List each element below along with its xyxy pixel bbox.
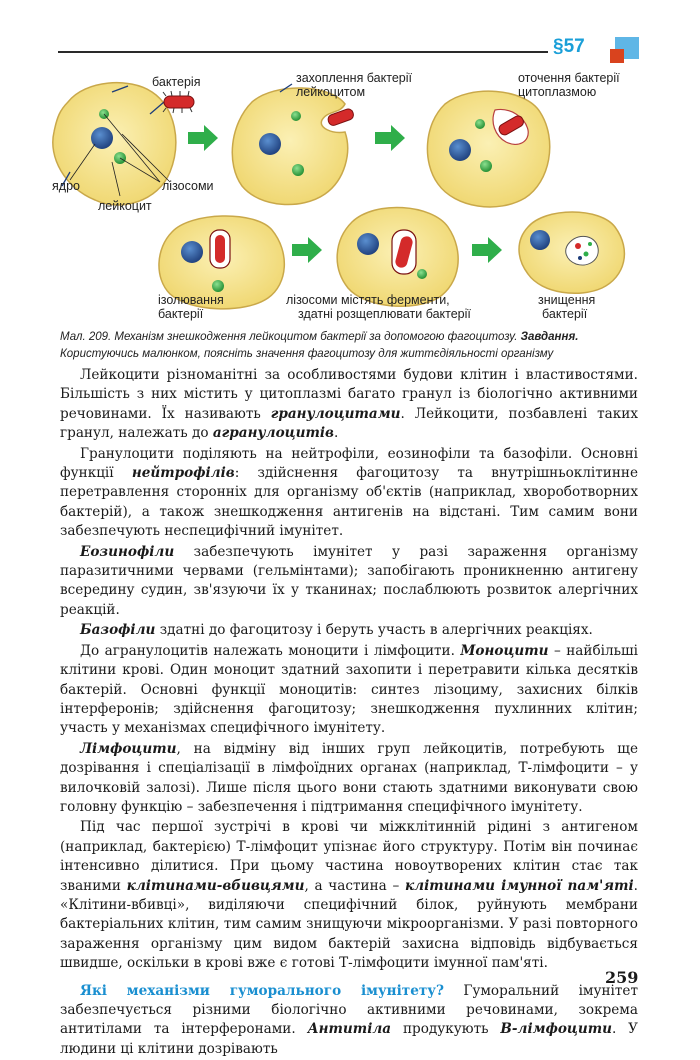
term-agranulocytes: агранулоцитів <box>212 425 334 442</box>
caption-task-label: Завдання. <box>520 331 579 343</box>
lysosome-shape <box>417 269 427 279</box>
lysosome-shape <box>475 119 485 129</box>
label-nucleus: ядро <box>52 179 80 193</box>
label-enzymes-2: здатні розщеплювати бактерії <box>298 307 471 321</box>
arrow-icon <box>375 125 405 151</box>
label-surround-2: цитоплазмою <box>518 85 597 99</box>
caption-text: Механізм знешкодження лейкоцитом бактерії за допомогою фагоцитозу. <box>111 331 521 343</box>
phagocytosis-figure <box>40 62 660 327</box>
arrow-icon <box>292 237 322 263</box>
text-run: До агранулоцитів належать моноцити і лімфоцити. <box>80 642 461 659</box>
term-neutrophils: нейтрофілів <box>131 465 235 482</box>
text-run: : здійснення фагоцитозу та внутрішньоклітинне перетравлення сторонніх для організму об'єктів (наприклад, хвороботворних бактерій), а також знешкодження антигенів на відстані. Тим самим вони забезпечують неспецифічний імунітет. <box>60 465 639 540</box>
paragraph <box>60 818 638 973</box>
figure-caption <box>60 329 645 363</box>
nucleus-shape <box>530 230 550 250</box>
header-rule <box>58 51 548 53</box>
text-run: Гранулоцити поділяють на нейтрофіли, еозинофіли та базофіли. Основні функції <box>60 445 638 482</box>
text-run: . У людини ці клітини дозрівають <box>60 1021 638 1057</box>
label-destroy-1: знищення <box>538 293 596 307</box>
caption-task: Користуючись малюнком, поясніть значення фагоцитозу для життєдіяльності організму <box>60 348 554 360</box>
text-run: Лейкоцити різноманітні за особливостями будови клітин і властивостями. Більшість з них містить у цитоплазмі багато гранул із біологічно активними речовинами. Їх називають <box>60 367 638 422</box>
term-b-lymphocytes: В-лімфоцити <box>500 1021 612 1038</box>
nucleus-shape <box>181 241 203 263</box>
paragraph <box>60 642 638 739</box>
label-surround-1: оточення бактерії <box>518 71 620 85</box>
label-enzymes-1: лізосоми містять ферменти, <box>286 293 450 307</box>
section-number: §57 <box>553 36 585 57</box>
text-run: , а частина – <box>304 877 405 894</box>
label-bacteria: бактерія <box>152 75 201 89</box>
text-run: продукують <box>391 1021 501 1038</box>
text-run: Під час першої зустрічі в крові чи міжклітинній рідині з антигеном (наприклад, бактерією) Т-лімфоцит упізнає його структуру. Потім він починає інтенсивно ділитися. При цьому частина новоутворених клітин стає так званими <box>60 819 638 894</box>
paragraph <box>60 740 638 818</box>
term-basophils: Базофіли <box>80 622 156 639</box>
paragraph <box>60 543 638 621</box>
corner-decoration-red <box>610 49 624 63</box>
cell-6 <box>519 212 624 293</box>
lysosome-shape <box>291 111 301 121</box>
nucleus-shape <box>259 133 281 155</box>
lysosome-shape <box>480 160 492 172</box>
label-isolation-2: бактерії <box>158 307 204 321</box>
caption-prefix: Мал. 209. <box>60 331 112 343</box>
text-run: здатні до фагоцитозу і беруть участь в алергічних реакціях. <box>155 622 593 639</box>
lysosome-shape <box>212 280 224 292</box>
text-run: . Лейкоцити, позбавлені таких гранул, належать до <box>60 405 639 442</box>
text-run: Гуморальний імунітет забезпечується різними біологічно активними речовинами, зокрема антитілами та інтерферонами. <box>60 982 638 1038</box>
term-lymphocytes: Лімфоцити <box>80 740 177 757</box>
term-monocytes: Моноцити <box>460 642 549 659</box>
paragraph <box>60 366 638 444</box>
section-question: Які механізми гуморального імунітету? <box>80 982 444 999</box>
text-run: , на відміну від інших груп лейкоцитів, потребують ще дозрівання і спеціалізації в лімфоїдних органах (наприклад, Т-лімфоцити – у вилочковій залозі). Лише після цього вони стають здатними виконувати свою головну функцію – забезпечення і підтримання специфічного імунітету. <box>60 740 638 815</box>
nucleus-shape <box>357 233 379 255</box>
cell-2 <box>232 84 355 204</box>
nucleus-shape <box>449 139 471 161</box>
label-isolation-1: ізолювання <box>158 293 224 307</box>
page-number: 259 <box>605 968 639 987</box>
term-killer-cells: клітинами-вбивцями <box>126 877 305 894</box>
paragraph <box>60 982 638 1060</box>
body-text <box>60 366 638 1060</box>
arrow-icon <box>472 237 502 263</box>
label-lysosomes: лізосоми <box>162 179 214 193</box>
bacteria-shape <box>215 235 225 263</box>
label-leukocyte: лейкоцит <box>98 199 152 213</box>
text-run: – найбільші клітини крові. Один моноцит здатний захопити і перетравити кілька десятків бактерій. Основні функції моноцитів: синтез лізоциму, захисних білків інтерферонів; здійснення фагоцитозу; знешкодження пухлинних клітин; участь у механізмах специфічного імунітету. <box>60 642 639 737</box>
term-eosinophils: Еозинофіли <box>80 543 175 560</box>
text-run: забезпечують імунітет у разі зараження організму паразитичними червами (гельмінтами); запобігають проникненню антигену всередину судин, зв'язуючи їх у тканинах; послаблюють розвиток алергічних реакцій. <box>60 543 638 618</box>
term-granulocytes: гранулоцитами <box>270 405 401 422</box>
text-run: . «Клітини-вбивці», виділяючи специфічний білок, руйнують мембрани бактеріальних клітин, тим самим знищуючи мікроорганізми. У разі повторного зараження організму цим видом бактерій захисна відповідь відбувається швидше, оскільки в крові вже є готові Т-лімфоцити імунної пам'яті. <box>60 877 638 972</box>
lysosome-shape <box>292 164 304 176</box>
cell-5 <box>337 207 458 306</box>
label-destroy-2: бактерії <box>542 307 588 321</box>
text-run: . <box>333 425 339 442</box>
paragraph <box>60 621 638 640</box>
label-capture-2: лейкоцитом <box>296 85 366 99</box>
label-capture-1: захоплення бактерії <box>296 71 412 85</box>
arrow-icon <box>188 125 218 151</box>
term-antibodies: Антитіла <box>307 1021 392 1038</box>
paragraph <box>60 445 638 542</box>
term-memory-cells: клітинами імунної пам'яті <box>404 877 634 894</box>
cell-3 <box>427 91 549 207</box>
